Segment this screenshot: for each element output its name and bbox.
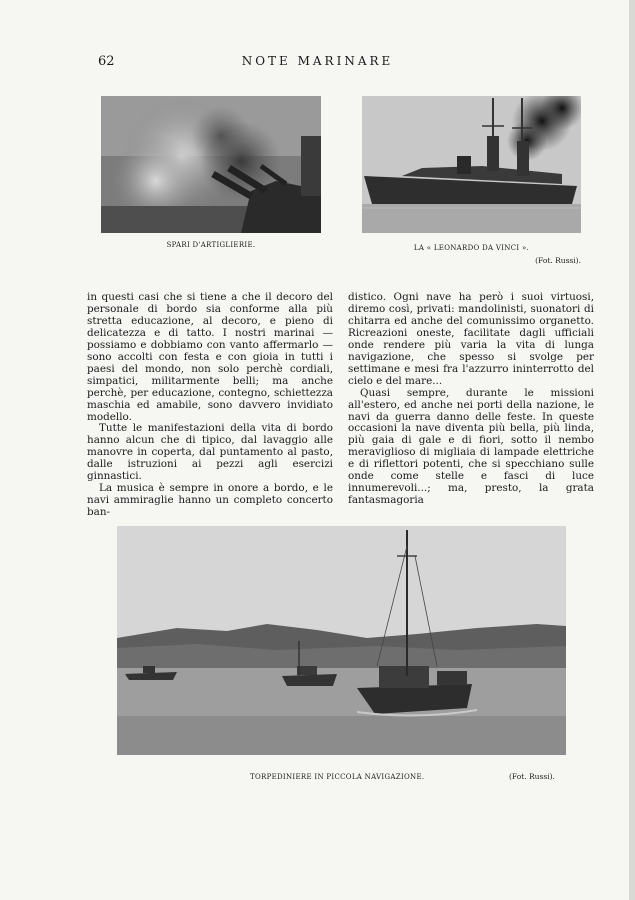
paragraph: La musica è sempre in onore a bordo, e le navi ammiraglie hanno un completo concerto ban- [87, 482, 333, 519]
paragraph: distico. Ogni nave ha però i suoi virtuosi, diremo così, privati: mandolinisti, suonatori di chitarra ed anche del comunissimo organetto. Ricreazioni oneste, facilitate dagli ufficiali onde rendere più varia la vita di lunga navigazione, che spesso si svolge per settimane e mesi fra l'azzurro ininterrotto del cielo e del mare... [348, 291, 594, 387]
page-edge [629, 0, 635, 900]
text-column-right [348, 292, 594, 507]
artillery-photo [101, 96, 321, 233]
running-title: NOTE MARINARE [241, 54, 394, 68]
torpedo-boats-photo [117, 526, 566, 755]
paragraph: Tutte le manifestazioni della vita di bordo hanno alcun che di tipico, dal lavaggio alle manovre in coperta, dal puntamento al pasto, dalle istruzioni ai pezzi agli esercizi ginnastici. [87, 422, 333, 483]
artillery-illustration [101, 96, 321, 233]
caption-artillery: SPARI D'ARTIGLIERIE. [166, 241, 256, 249]
credit-battleship: (Fot. Russi). [535, 256, 581, 265]
paragraph: Quasi sempre, durante le missioni all'estero, ed anche nei porti della nazione, le navi da guerra danno delle feste. In queste occasioni la nave diventa più bella, più linda, più gaia di gale e di fiori, sotto il nembo meraviglioso di migliaia di lampade elettriche e di riflettori potenti, che si specchiano sulle onde come stelle e fasci di luce innumerevoli...; ma, presto, la grata fantasmagoria [348, 386, 594, 507]
caption-battleship: LA « LEONARDO DA VINCI ». [413, 244, 530, 252]
caption-torpedo-boats: TORPEDINIERE IN PICCOLA NAVIGAZIONE. [250, 773, 425, 781]
torpedo-boats-illustration [117, 526, 566, 755]
battleship-illustration [362, 96, 581, 233]
page-number: 62 [98, 54, 115, 69]
paragraph: in questi casi che si tiene a che il decoro del personale di bordo sia conforme alla più stretta educazione, al decoro, e pieno di delicatezza e di tatto. I nostri marinai — possiamo e dobbiamo con vanto affermarlo — sono accolti con festa e con gioia in tutti i paesi del mondo, non solo perchè cordiali, simpatici, militarmente belli; ma anche perchè, per educazione, contegno, schiettezza maschia ed amabile, sono davvero invidiato modello. [87, 291, 333, 423]
text-column-left [87, 292, 333, 519]
credit-torpedo-boats: (Fot. Russi). [509, 772, 555, 781]
battleship-photo [362, 96, 581, 233]
